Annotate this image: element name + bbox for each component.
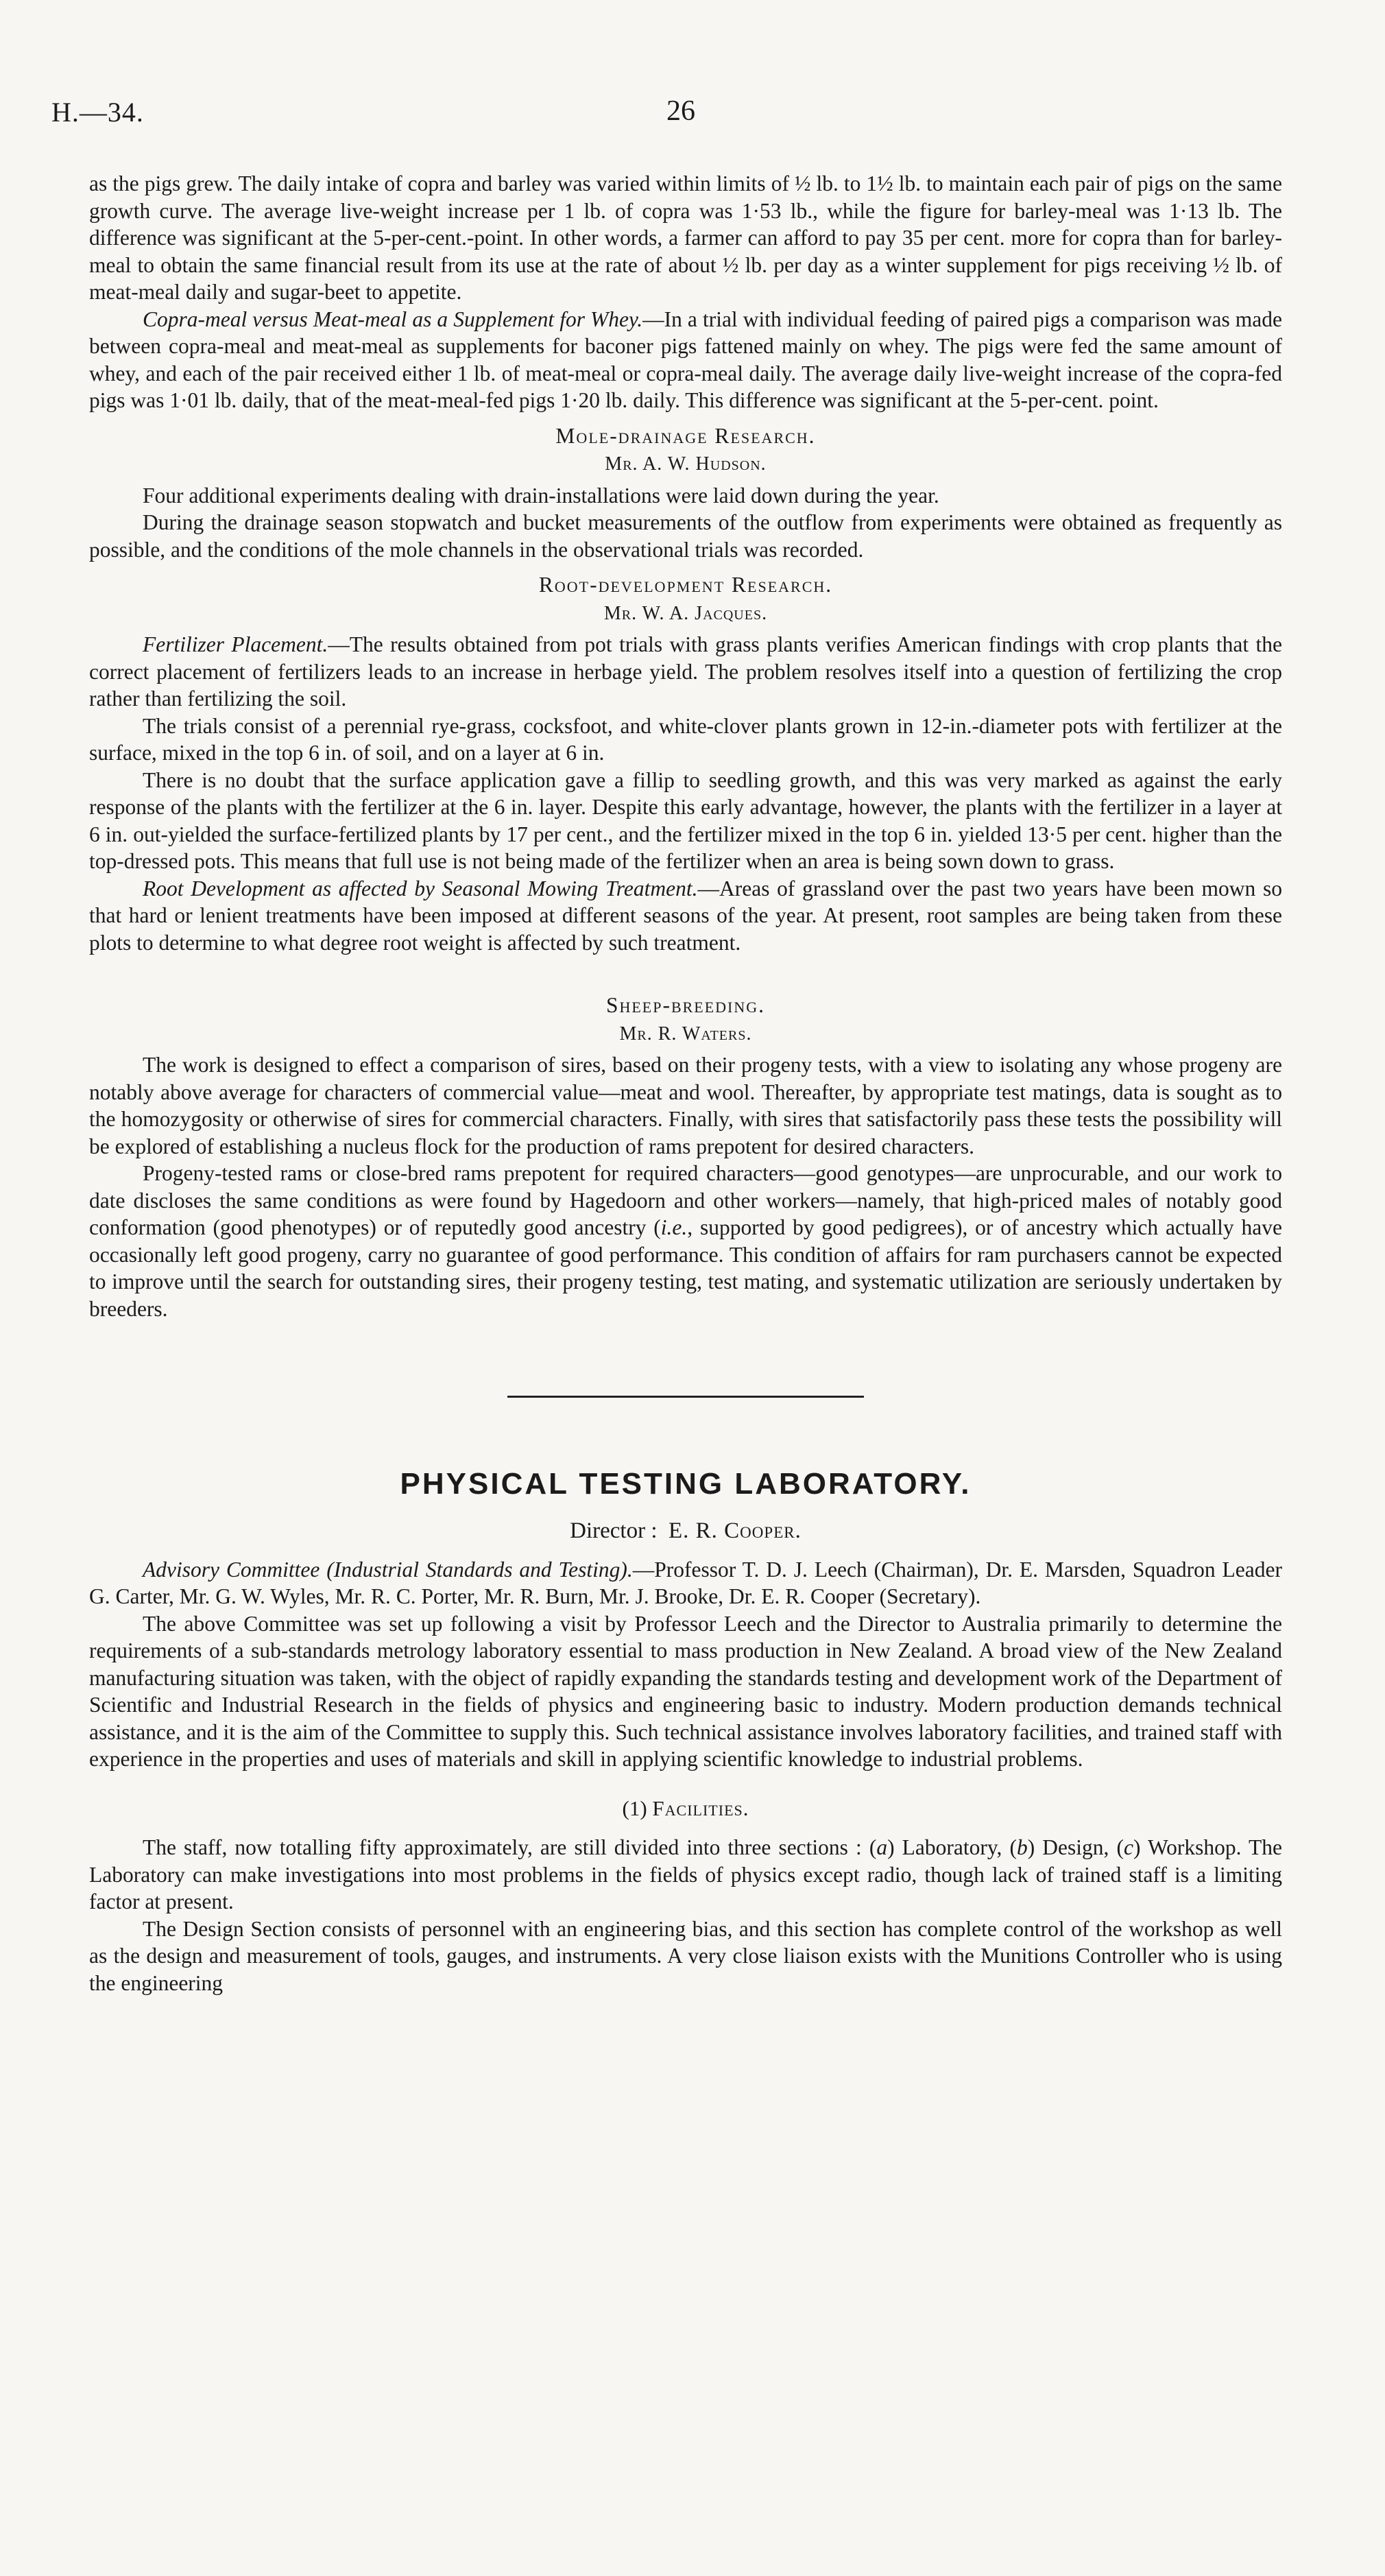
italic-text: a (876, 1835, 888, 1859)
mowing-treatment-paragraph (89, 875, 1282, 957)
fertilizer-placement-paragraph (89, 631, 1282, 713)
paragraph-lead: Advisory Committee (Industrial Standards and Testing). (143, 1557, 633, 1582)
director-name: E. R. Cooper. (669, 1518, 802, 1543)
spacer (89, 956, 1282, 983)
horizontal-rule (507, 1396, 864, 1398)
committee-purpose-paragraph: The above Committee was set up following a visit by Professor Leech and the Director to Australia primarily to determine the requirements of a sub-standards metrology laboratory essential to mass production in New Zealand. A broad view of the New Zealand manufacturing situation was taken, with the object of rapidly expanding the standards testing and development work of the Department of Scientific and Industrial Research in the fields of physics and engineering basic to industry. Modern production demands technical assistance, and it is the aim of the Committee to supply this. Such technical assistance involves laboratory facilities, and trained staff with experience in the properties and uses of materials and skill in applying scientific knowledge to industrial problems. (89, 1611, 1282, 1771)
paragraph-lead: Root Development as affected by Seasonal Mowing Treatment. (143, 876, 698, 901)
section-title-mole-drainage: Mole-drainage Research. (555, 423, 816, 448)
trials-paragraph: The trials consist of a perennial rye-grass, cocksfoot, and white-clover plants grown in 12-in.-diameter pots with fertilizer at the surface, mixed in the top 6 in. of soil, and on a layer at 6 in. (89, 713, 1282, 765)
mole-drainage-paragraph-1: Four additional experiments dealing with drain-installations were laid down during the year. (143, 483, 939, 508)
subsection-name: Facilities. (652, 1796, 749, 1820)
paragraph-text: The staff, now totalling fifty approximately, are still divided into three sections : ( (143, 1835, 877, 1859)
sheep-breeding-paragraph-1: The work is designed to effect a comparison of sires, based on their progeny tests, with a view to isolating any whose progeny are notably above average for characters of commercial value—meat and wool. Thereafter, by appropriate test matings, data is sought as to the homozygosity or otherwise of sires for commercial characters. Finally, with sires that satisfactorily pass these tests the possibility will be explored of establishing a nucleus flock for the production of rams prepotent for desired characters. (89, 1053, 1282, 1158)
section-title-sheep-breeding: Sheep-breeding. (605, 993, 766, 1017)
surface-application-paragraph: There is no doubt that the surface application gave a fillip to seedling growth, and this was very marked as against the early response of the plants with the fertilizer at the 6 in. layer. Despite this early advantage, however, the plants with the fertilizer in a layer at 6 in. out-yielded the surface-fertilized plants by 17 per cent., and the fertilizer mixed in the top 6 in. yielded 13·5 per cent. higher than the top-dressed pots. This means that full use is not being made of the fertilizer when an area is being sown down to grass. (89, 767, 1282, 873)
paragraph-text: ) Laboratory, ( (887, 1835, 1017, 1859)
section-author: Mr. W. A. Jacques. (603, 602, 768, 624)
document-reference: H.—34. (51, 97, 144, 128)
paragraph-body: —The results obtained from pot trials with grass plants verifies American findings with crop plants that the correct placement of fertilizers leads to an increase in herbage yield. The problem resolves itself into a question of fertilizing the crop rather than fertilizing the soil. (89, 632, 1282, 711)
section-title-root-development: Root-development Research. (538, 573, 833, 597)
paragraph-text: Progeny-tested rams or close-bred rams prepotent for required characters—good genotypes—are unprocurable, and our work to date discloses the same conditions as were found by Hagedoorn and other workers—namely, that high-priced males of notably good conformation (good phenotypes) or of reputedly good ancestry ( (89, 1161, 1282, 1239)
director-line (89, 1518, 1282, 1545)
sheep-breeding-paragraph-2 (89, 1160, 1282, 1322)
paragraph-text: ) Workshop. The Laboratory can make investigations into most problems in the fields of physics except radio, though lack of trained staff is a limiting factor at present. (89, 1835, 1283, 1913)
paragraph-body: —Areas of grassland over the past two years have been mown so that hard or lenient treatments have been imposed at different seasons of the year. At present, root samples are being taken from these plots to determine to what degree root weight is affected by such treatment. (89, 876, 1283, 955)
paragraph-text: , supported by good pedigrees), or of ancestry which actually have occasionally left good progeny, carry no guarantee of good performance. This condition of affairs for ram purchasers cannot be expected to improve until the search for outstanding sires, their progeny testing, test mating, and systematic utilization are seriously undertaken by breeders. (89, 1215, 1282, 1321)
section-author: Mr. A. W. Hudson. (605, 453, 767, 475)
section-heading-physical-testing: PHYSICAL TESTING LABORATORY. (400, 1466, 972, 1501)
section-divider (89, 1377, 1282, 1405)
section-author: Mr. R. Waters. (619, 1023, 752, 1045)
page-number: 26 (666, 95, 695, 127)
italic-text: c (1123, 1835, 1133, 1859)
paragraph-body: —In a trial with individual feeding of paired pigs a comparison was made between copra-meal and meat-meal as supplements for baconer pigs fattened mainly on whey. The pigs were fed the same amount of whey, and each of the pair received either 1 lb. of meat-meal or copra-meal daily. The average daily live-weight increase of the copra-fed pigs was 1·01 lb. daily, that of the meat-meal-fed pigs 1·20 lb. daily. This difference was significant at the 5-per-cent. point. (89, 307, 1282, 412)
subsection-number: (1) (622, 1796, 647, 1820)
italic-text: b (1016, 1835, 1028, 1859)
paragraph-text: ) Design, ( (1027, 1835, 1124, 1859)
paragraph-lead: Copra-meal versus Meat-meal as a Supplement for Whey. (143, 307, 643, 331)
advisory-committee-paragraph (89, 1556, 1282, 1610)
mole-drainage-paragraph-2: During the drainage season stopwatch and bucket measurements of the outflow from experiments were obtained as frequently as possible, and the conditions of the mole channels in the observational trials was recorded. (89, 510, 1282, 562)
copra-barley-paragraph: as the pigs grew. The daily intake of copra and barley was varied within limits of ½ lb. to 1½ lb. to maintain each pair of pigs on the same growth curve. The average live-weight increase per 1 lb. of copra was 1·53 lb., while the figure for barley-meal was 1·13 lb. The difference was significant at the 5-per-cent.-point. In other words, a farmer can afford to pay 35 per cent. more for copra than for barley-meal to obtain the same financial result from its use at the rate of about ½ lb. per day as a winter supplement for pigs receiving ½ lb. of meat-meal daily and sugar-beet to appetite. (89, 171, 1282, 304)
paragraph-lead: Fertilizer Placement. (143, 632, 328, 656)
page-body (89, 170, 1282, 1996)
director-label: Director : (570, 1518, 658, 1543)
italic-text: i.e. (660, 1215, 688, 1239)
design-section-paragraph: The Design Section consists of personnel with an engineering bias, and this section has complete control of the workshop as well as the design and measurement of tools, gauges, and instruments. A very close liaison exists with the Munitions Controller who is using the engineering (89, 1916, 1282, 1995)
staff-sections-paragraph (89, 1834, 1282, 1916)
paragraph-body: —Professor T. D. J. Leech (Chairman), Dr. E. Marsden, Squadron Leader G. Carter, Mr. G. W. Wyles, Mr. R. C. Porter, Mr. R. Burn, Mr. J. Brooke, Dr. E. R. Cooper (Secretary). (89, 1557, 1282, 1608)
subsection-title-facilities (89, 1795, 1282, 1822)
copra-vs-meat-paragraph (89, 306, 1282, 414)
